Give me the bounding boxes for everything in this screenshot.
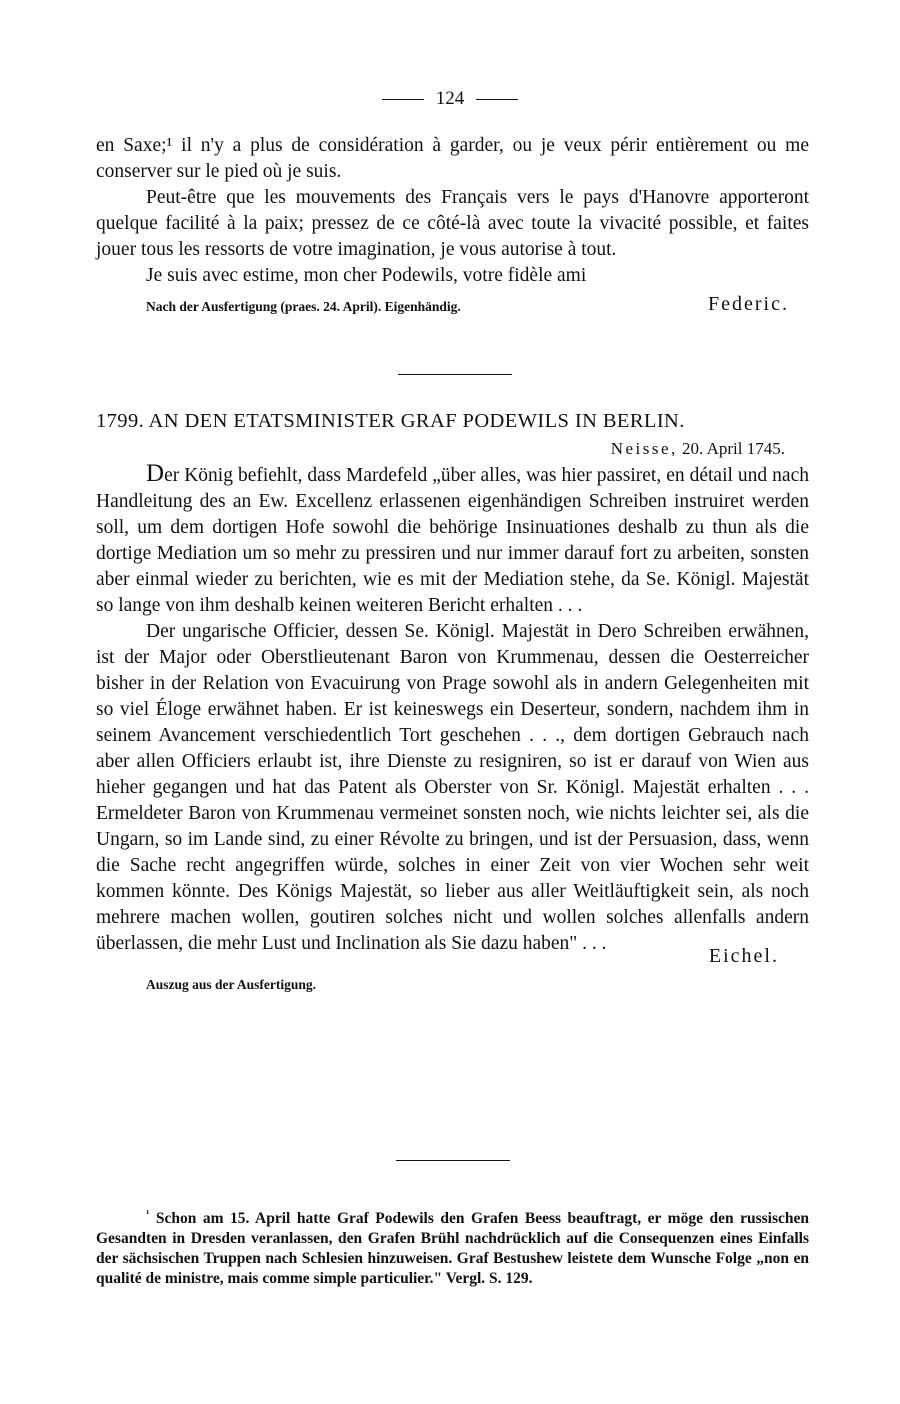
letter-source-note: Auszug aus der Ausfertigung. (146, 977, 317, 992)
letter-footer (96, 945, 809, 997)
letter-title: AN DEN ETATSMINISTER GRAF PODEWILS IN BERLIN. (148, 410, 685, 432)
footnote (96, 1204, 809, 1289)
prev-letter-footer (96, 291, 809, 321)
letter-1799 (96, 410, 809, 997)
prev-letter-paragraph-2: Peut-être que les mouvements des Français vers le pays d'Hanovre apporteront quelque facilité à la paix; pressez de ce côté-là avec toute la vivacité possible, et faites jouer tous les ressorts de votre imagination, je vous autorise à tout. (96, 187, 809, 260)
page-number: 124 (435, 88, 465, 109)
letter-heading (96, 410, 809, 433)
letter-paragraph-1-text: er König befiehlt, dass Mardefeld „über alles, was hier passiret, en détail und nach Handleitung des an Ew. Excellenz erlassenen eigenhändigen Schreiben instruiret werden soll, um dem dortigen Hofe sowohl die behörige Insinuationes deshalb zu thun als die dortige Mediation um so mehr zu pressiren und nur immer darauf fort zu arbeiten, sonsten aber einmal wieder zu berichten, wie es mit der Mediation stehe, da Se. Königl. Majestät so lange von ihm deshalb keinen weiteren Bericht erhalten . . . (96, 465, 809, 616)
letter-date: 20. April 1745. (682, 439, 785, 458)
dash-right (476, 99, 518, 100)
prev-letter-paragraph-1: en Saxe;¹ il n'y a plus de considération à garder, ou je veux périr entièrement ou me conserver sur le pied où je suis. (96, 135, 809, 182)
page-number-line (0, 88, 900, 110)
footnote-marker: ¹ (146, 1208, 150, 1220)
prev-letter-closing: Je suis avec estime, mon cher Podewils, votre fidèle ami (146, 265, 587, 286)
prev-letter-signature: Federic. (708, 293, 789, 315)
previous-letter-ending (96, 133, 809, 321)
footnote-text-block (96, 1204, 809, 1289)
letter-paragraph-1 (96, 461, 809, 619)
separator-rule-2 (396, 1160, 510, 1161)
separator-rule-1 (398, 374, 512, 375)
letter-place: Neisse, (610, 439, 678, 458)
prev-letter-source-note: Nach der Ausfertigung (praes. 24. April). Eigenhändig. (146, 299, 461, 314)
letter-number: 1799. (96, 410, 145, 432)
letter-dateline (96, 439, 785, 459)
letter-signature: Eichel. (708, 945, 779, 967)
footnote-text: Schon am 15. April hatte Graf Podewils den Grafen Beess beauftragt, er möge den russischen Gesandten in Dresden veranlassen, den Grafen Brühl nachdrücklich auf die Consequenzen eines Einfalls der sächsischen Truppen nach Schlesien hinzuweisen. Graf Bestushew leistete dem Wunsche Folge „non en qualité de ministre, mais comme simple particulier." Vergl. S. 129. (96, 1210, 809, 1288)
dash-left (382, 99, 424, 100)
drop-initial: D (146, 460, 165, 487)
letter-paragraph-2: Der ungarische Officier, dessen Se. Königl. Majestät in Dero Schreiben erwähnen, ist der Major oder Oberstlieutenant Baron von Krummenau, dessen die Oesterreicher bisher in der Relation von Evacuirung von Prage sowohl als in andern Gelegenheiten mit so viel Éloge erwähnet haben. Er ist keineswegs ein Deserteur, sondern, nachdem ihm in seinem Avancement verschiedentlich Tort geschehen . . ., dem dortigen Gebrauch nach aber allen Officiers erlaubt ist, ihre Dienste zu resigniren, so ist er darauf von Wien aus hieher gegangen und hat das Patent als Oberster von Sr. Königl. Majestät erhalten . . . Ermeldeter Baron von Krummenau vermeinet sonsten noch, wie nichts leichter sei, als die Ungarn, so im Lande sind, zu einer Révolte zu bringen, und ist der Persuasion, dass, wenn die Sache recht angegriffen würde, solches in einer Zeit von vier Wochen sehr weit kommen könnte. Des Königs Majestät, so lieber aus aller Weitläuftigkeit sein, als noch mehrere machen wollen, goutiren solches nicht und wollen solches allenfalls andern überlassen, die mehr Lust und Inclination als Sie dazu haben" . . . (96, 621, 809, 954)
